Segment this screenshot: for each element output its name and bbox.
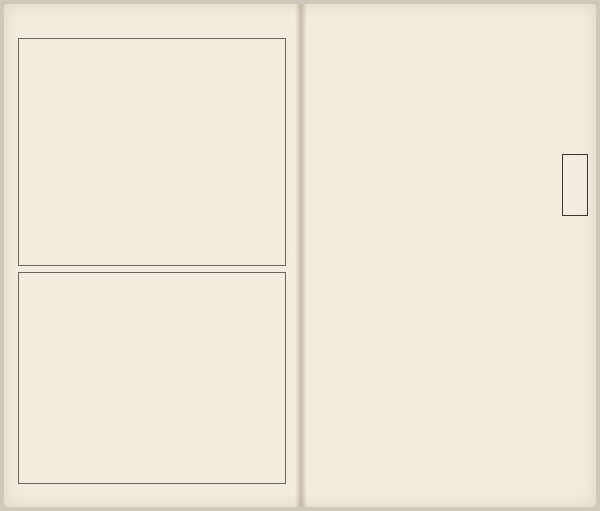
quotation-c [24,48,98,254]
quotation-b [102,48,176,254]
quotation-a [182,48,278,254]
book-gutter [295,4,307,507]
quotation-e [24,282,148,472]
right-page-prose [320,50,560,480]
right-page [307,4,596,507]
quotation-d [154,282,278,472]
book-spread [4,4,596,507]
section-heading-box [562,154,588,216]
left-page [4,4,295,507]
